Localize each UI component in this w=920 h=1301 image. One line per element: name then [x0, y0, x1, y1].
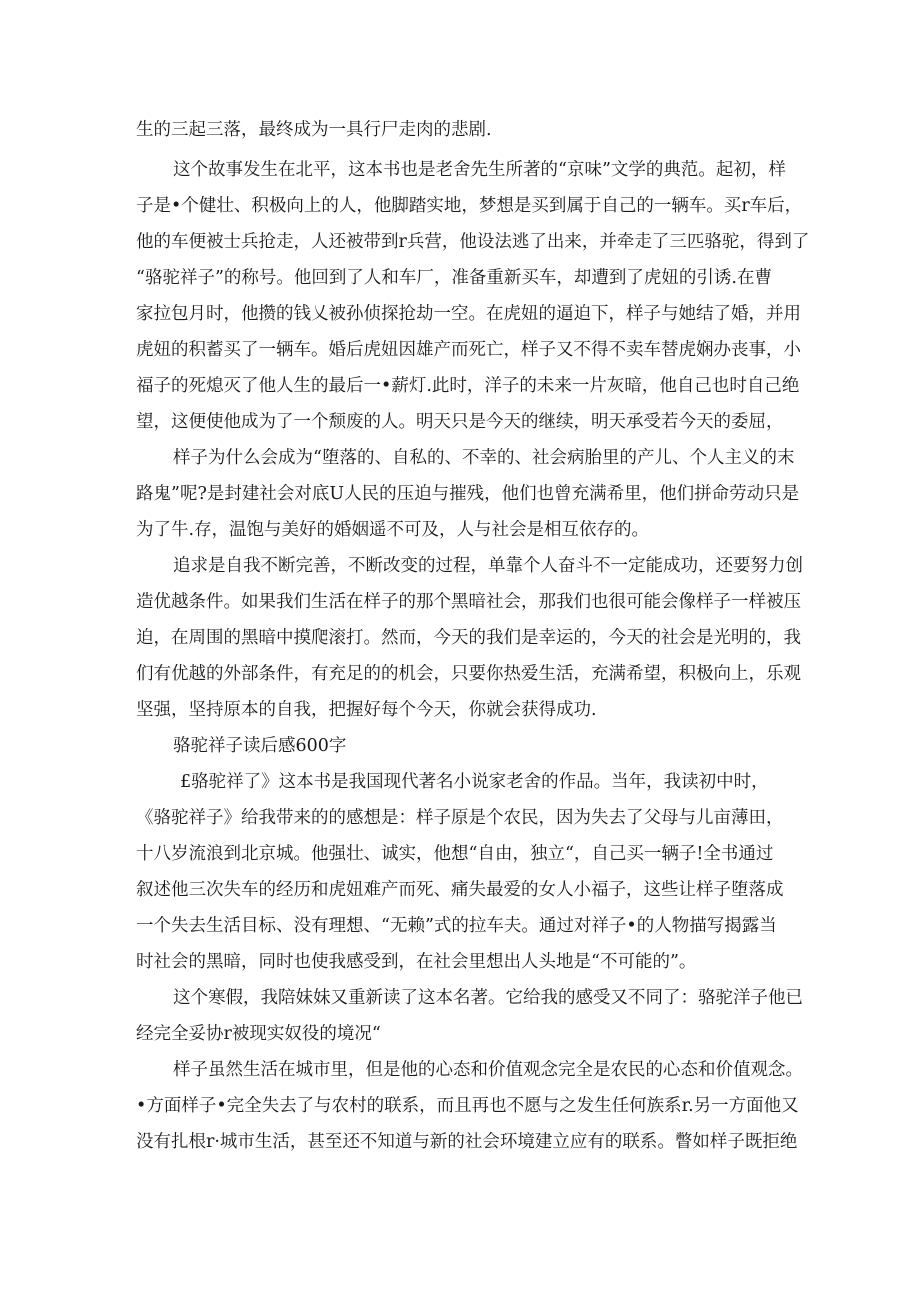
body-text-line: 迫，在周围的黑暗中摸爬滚打。然而，今天的我们是幸运的，今天的社会是光明的，我 [136, 628, 801, 648]
body-text-line: 坚强，坚持原本的自我，把握好每个今天，你就会获得成功. [136, 700, 597, 720]
body-text-line: 一个失去生活目标、没有理想、“无赖”式的拉车夫。通过对祥子•的人物描写揭露当 [136, 916, 777, 936]
body-text-line: 样子虽然生活在城市里，但是他的心态和价值观念完全是农民的心态和价值观念。 [173, 1060, 803, 1080]
body-text-line: 子是•个健壮、积极向上的人，他脚踏实地，梦想是买到属于自己的一辆车。买r车后， [136, 196, 803, 216]
body-text-line: 虎妞的积蓄买了一辆车。婚后虎妞因雄产而死亡，样子又不得不卖车替虎娴办丧事，小 [136, 340, 801, 360]
body-text-line: 追求是自我不断完善，不断改变的过程，单靠个人奋斗不一定能成功，还要努力创 [173, 556, 803, 576]
body-text-line: 没有扎根r·城市生活，甚至还不知道与新的社会环境建立应有的联系。瞥如样子既拒绝 [136, 1132, 798, 1152]
body-text-line: 路鬼”呢?是封建社会对底U人民的压迫与摧残，他们也曾充满希里，他们拼命劳动只是 [136, 484, 800, 504]
body-text-line: 福子的死熄灭了他人生的最后一•薪灯.此时，洋子的未来一片灰暗，他自己也时自己绝 [136, 376, 800, 396]
body-text-line: 经完全妥协r被现实奴役的境况“ [136, 1024, 381, 1044]
body-text-line: 望，这便使他成为了一个颓废的人。明天只是今天的继续，明天承受若今天的委屈， [136, 412, 784, 432]
body-text-line: 时社会的黑暗，同时也使我感受到，在社会里想出人头地是“不可能的”。 [136, 952, 697, 972]
body-text-line: 造优越条件。如果我们生活在样子的那个黑暗社会，那我们也很可能会像样子一样被压 [136, 592, 801, 612]
body-text-line: 家拉包月时，他攒的钱乂被孙侦探抢劫一空。在虎妞的逼迫下，样子与她结了婚，并用 [136, 304, 801, 324]
body-text-line: 生的三起三落，最终成为一具行尸走肉的悲剧. [136, 120, 492, 140]
body-text-line: •方面样子•完全失去了与农村的联系，而且再也不愿与之发生任何族系r.另一方面他又 [136, 1096, 799, 1116]
body-text-line: 这个故事发生在北平，这本书也是老舍先生所著的“京味”文学的典范。起初，样 [173, 160, 786, 180]
body-text-line: 他的车便被士兵抢走，人还被带到r兵营，他设法逃了出来，并牵走了三匹骆驼，得到了 [136, 232, 810, 252]
body-text-line: 样子为什么会成为“堕落的、自私的、不幸的、社会病胎里的产儿、个人主义的末 [173, 448, 795, 468]
body-text-line: “骆驼祥子”的称号。他回到了人和车厂，准备重新买车，却遭到了虎妞的引诱.在曹 [136, 268, 772, 288]
section-heading: 骆驼祥子读后感600字 [173, 736, 347, 756]
body-text-line: 们有优越的外部条件，有充足的的机会，只要你热爱生活，充满希望，积极向上，乐观 [136, 664, 801, 684]
body-text-line: 《骆驼祥子》给我带来的的感想是：样子原是个农民，因为失去了父母与儿亩薄田， [136, 808, 784, 828]
body-text-line: 为了牛.存，温饱与美好的婚姻遥不可及，人与社会是相互依存的。 [136, 520, 650, 540]
body-text-line: £骆驼祥了》这本书是我国现代著名小说家老舍的作品。当年，我读初中时， [180, 772, 769, 792]
body-text-line: 叙述他三次失车的经历和虎妞难产而死、痛失最爱的女人小福子，这些让样子堕落成 [136, 880, 784, 900]
body-text-line: 这个寒假，我陪妹妹又重新读了这本名著。它给我的感受又不同了：骆驼洋子他已 [173, 988, 803, 1008]
body-text-line: 十八岁流浪到北京城。他强壮、诚实，他想“自由，独立“，自己买一辆子!全书通过 [136, 844, 774, 864]
